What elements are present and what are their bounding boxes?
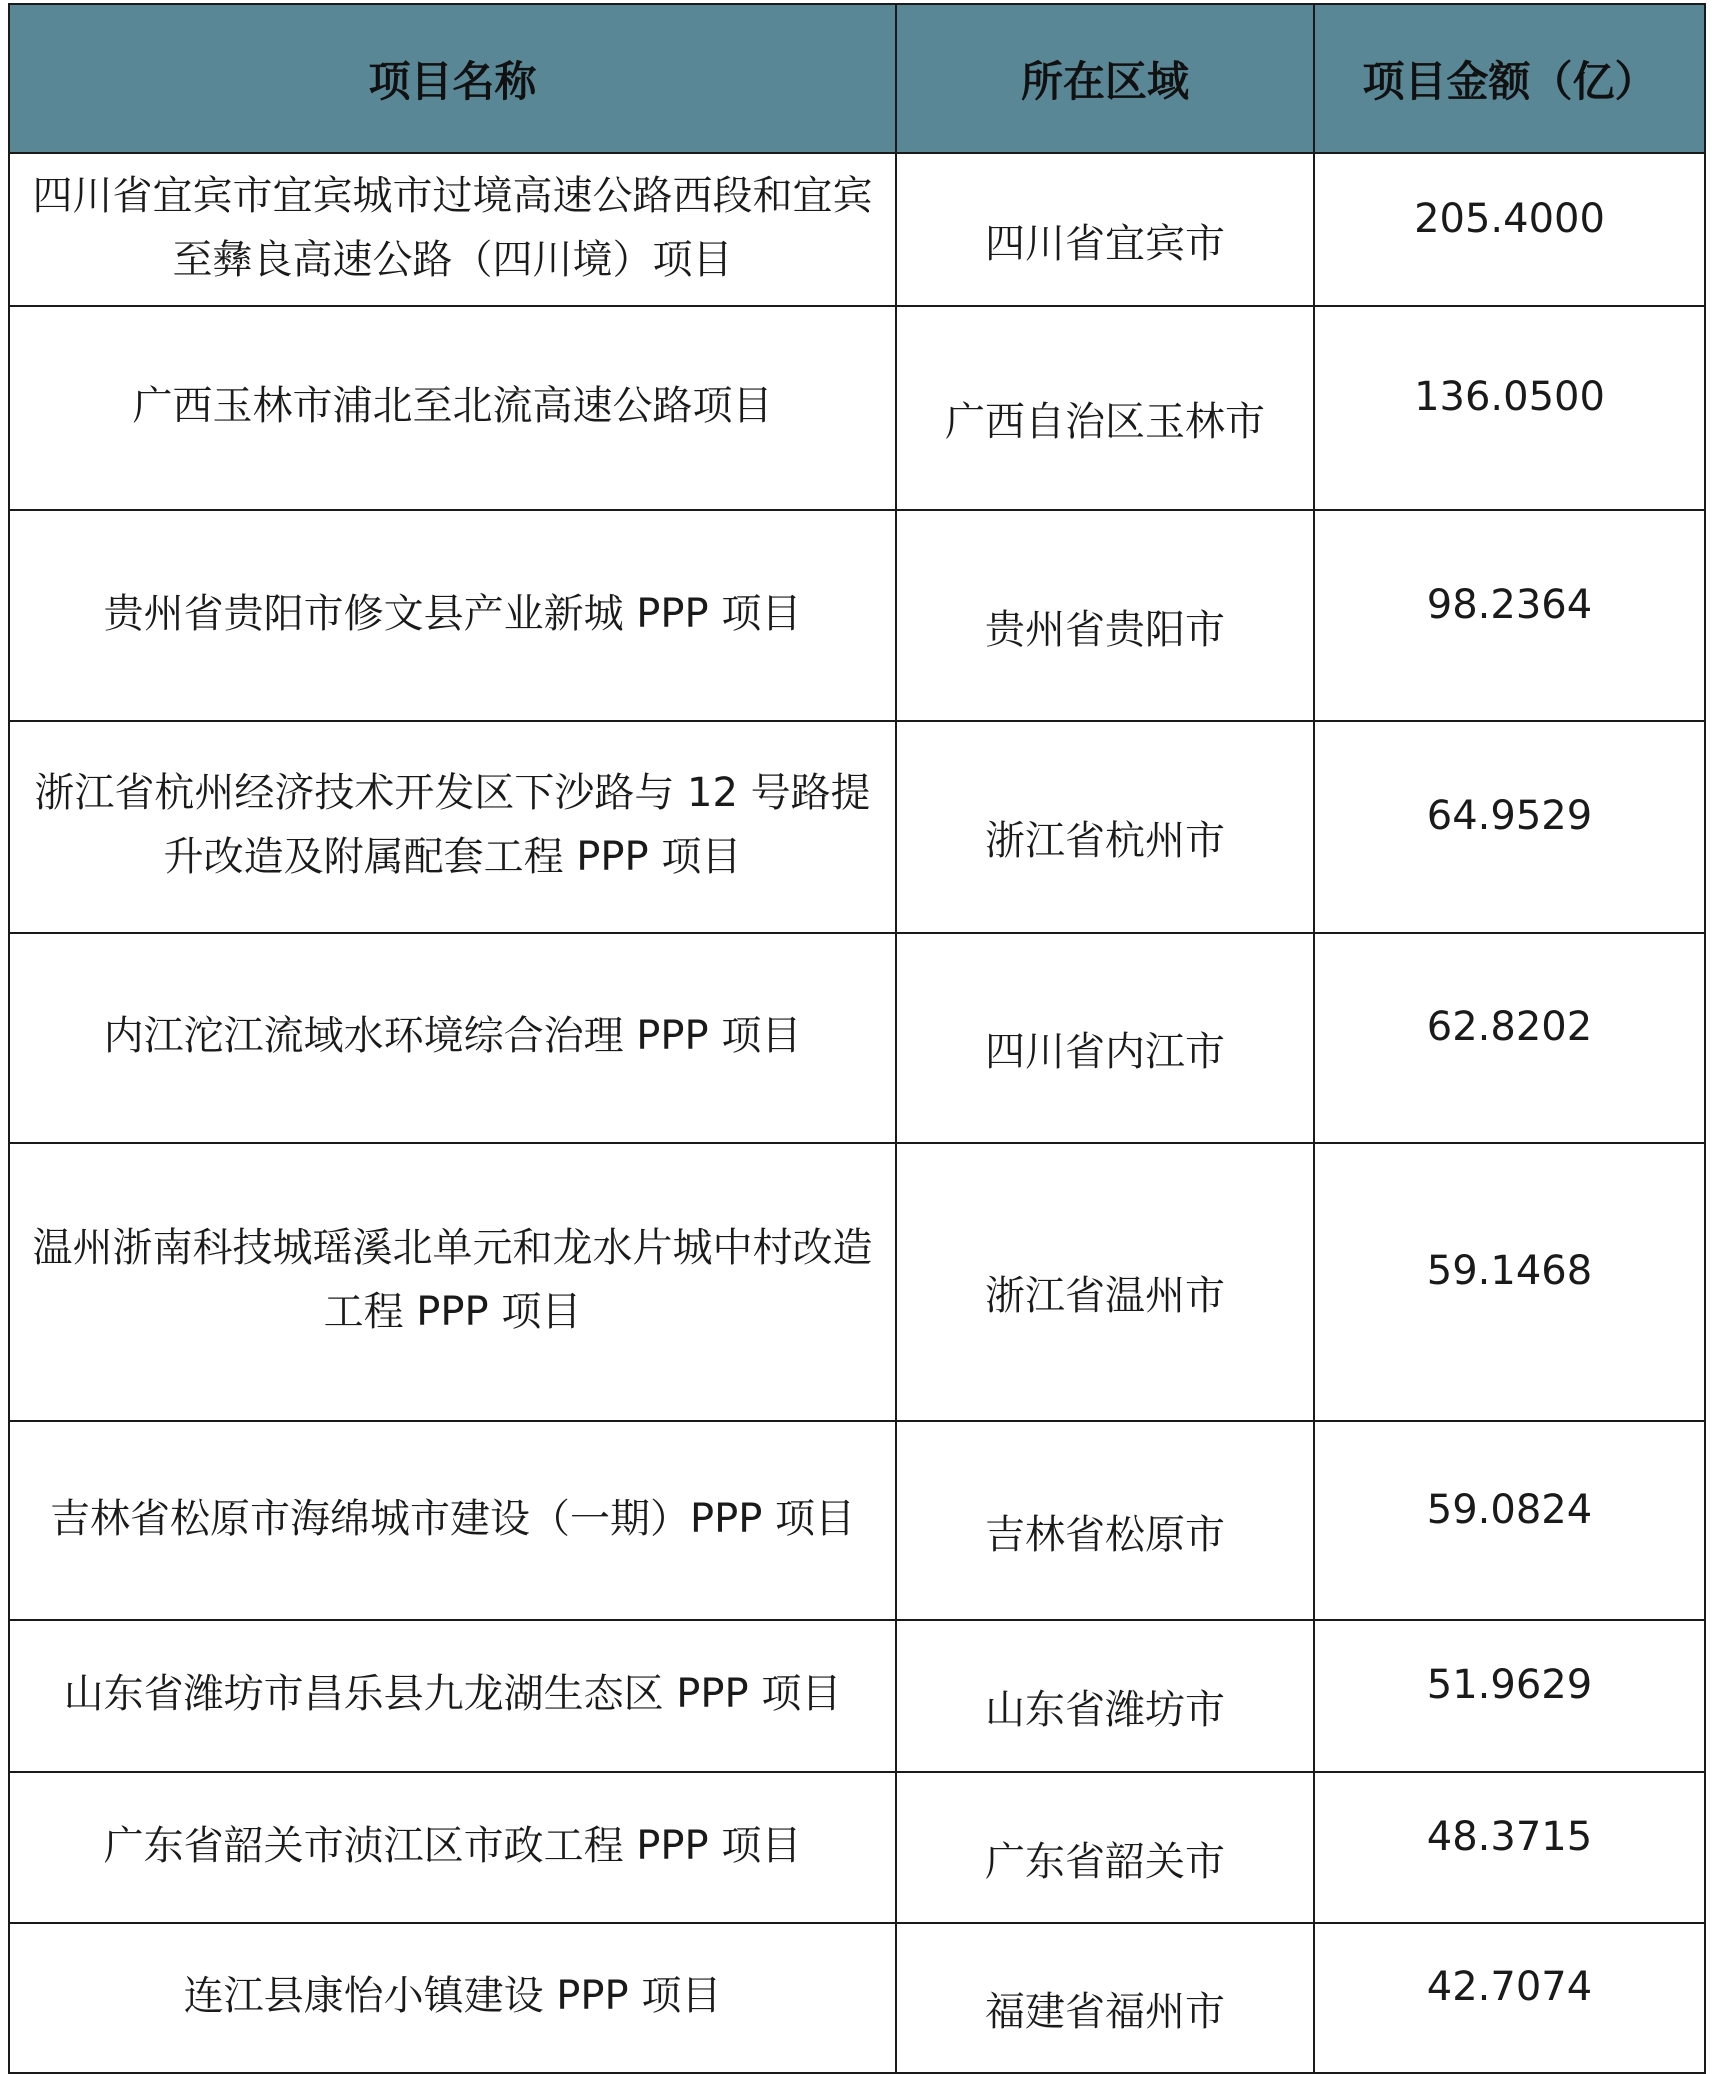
header-row [9,4,1705,153]
project-name-cell: 广东省韶关市浈江区市政工程 PPP 项目 [9,1772,896,1923]
amount-cell: 51.9629 [1314,1620,1705,1772]
project-name-cell: 贵州省贵阳市修文县产业新城 PPP 项目 [9,510,896,721]
amount-cell: 59.0824 [1314,1421,1705,1620]
region-cell: 四川省内江市 [896,933,1314,1143]
region-cell: 广西自治区玉林市 [896,306,1314,510]
table-row [9,1923,1705,2073]
header-region: 所在区域 [896,4,1314,153]
project-name-cell: 连江县康怡小镇建设 PPP 项目 [9,1923,896,2073]
table-row [9,1143,1705,1421]
header-amount: 项目金额（亿） [1314,4,1705,153]
region-cell: 浙江省温州市 [896,1143,1314,1421]
table-row [9,1620,1705,1772]
amount-cell: 64.9529 [1314,721,1705,933]
table-body [9,153,1705,2073]
amount-cell: 42.7074 [1314,1923,1705,2073]
region-cell: 山东省潍坊市 [896,1620,1314,1772]
table-header [9,4,1705,153]
project-name-cell: 内江沱江流域水环境综合治理 PPP 项目 [9,933,896,1143]
ppp-projects-table [8,3,1706,2074]
table-row [9,306,1705,510]
amount-cell: 205.4000 [1314,153,1705,306]
region-cell: 吉林省松原市 [896,1421,1314,1620]
table-row [9,1421,1705,1620]
project-name-cell: 温州浙南科技城瑶溪北单元和龙水片城中村改造工程 PPP 项目 [9,1143,896,1421]
amount-cell: 48.3715 [1314,1772,1705,1923]
region-cell: 福建省福州市 [896,1923,1314,2073]
table-row [9,721,1705,933]
region-cell: 广东省韶关市 [896,1772,1314,1923]
header-project-name: 项目名称 [9,4,896,153]
project-name-cell: 山东省潍坊市昌乐县九龙湖生态区 PPP 项目 [9,1620,896,1772]
region-cell: 浙江省杭州市 [896,721,1314,933]
table-row [9,510,1705,721]
amount-cell: 59.1468 [1314,1143,1705,1421]
project-name-cell: 四川省宜宾市宜宾城市过境高速公路西段和宜宾至彝良高速公路（四川境）项目 [9,153,896,306]
project-name-cell: 吉林省松原市海绵城市建设（一期）PPP 项目 [9,1421,896,1620]
project-name-cell: 广西玉林市浦北至北流高速公路项目 [9,306,896,510]
amount-cell: 62.8202 [1314,933,1705,1143]
amount-cell: 136.0500 [1314,306,1705,510]
region-cell: 贵州省贵阳市 [896,510,1314,721]
region-cell: 四川省宜宾市 [896,153,1314,306]
table-row [9,933,1705,1143]
table-row [9,153,1705,306]
amount-cell: 98.2364 [1314,510,1705,721]
table-row [9,1772,1705,1923]
project-name-cell: 浙江省杭州经济技术开发区下沙路与 12 号路提升改造及附属配套工程 PPP 项目 [9,721,896,933]
